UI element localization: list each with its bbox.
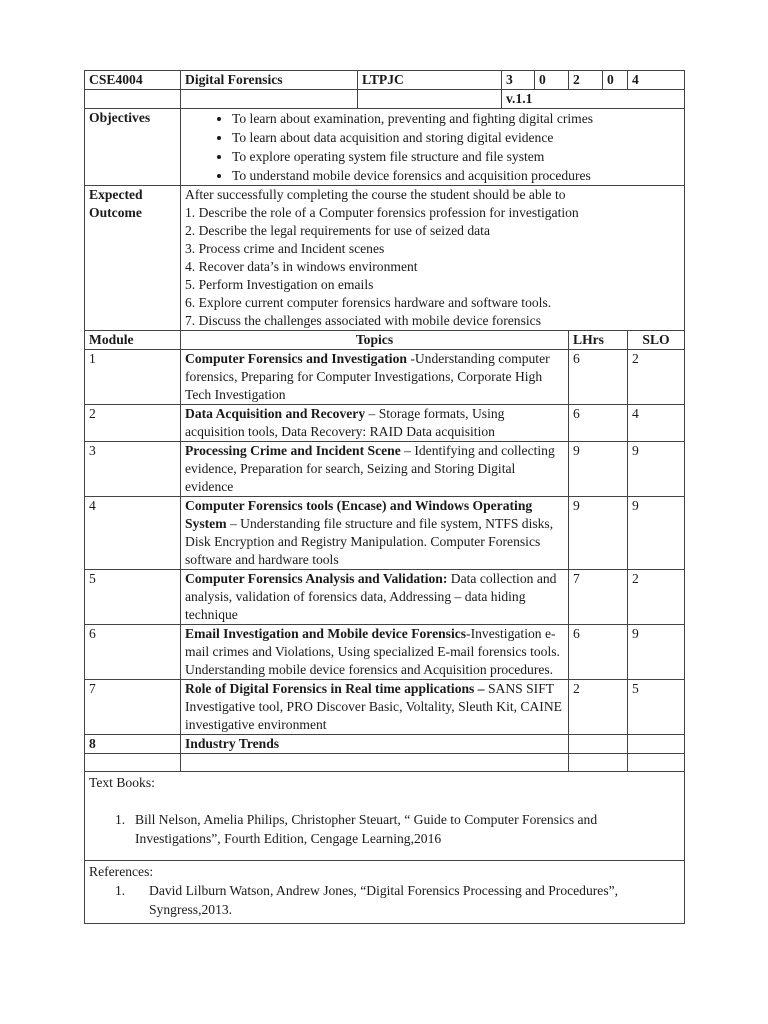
module-lhrs [569, 735, 628, 754]
module-topic [181, 625, 569, 680]
ltpjc-c: 4 [628, 71, 685, 90]
course-code: CSE4004 [85, 71, 181, 90]
references-label: References: [89, 864, 154, 879]
references-row [85, 861, 685, 924]
module-title: Computer Forensics tools (Encase) and Windows Operating System [185, 498, 533, 531]
module-description: – Storage formats, Using acquisition tools, Data Recovery: RAID Data acquisition [185, 406, 505, 439]
outcome-item: 2. Describe the legal requirements for use of seized data [185, 223, 490, 238]
module-lhrs: 2 [569, 680, 628, 735]
expected-outcome-label [85, 186, 181, 331]
empty-row [85, 754, 685, 772]
module-row [85, 405, 685, 442]
module-number: 5 [85, 570, 181, 625]
module-description: – Understanding file structure and file system, NTFS disks, Disk Encryption and Registry Manipulation. Computer Forensics software and hardware tools [185, 516, 554, 567]
module-number: 7 [85, 680, 181, 735]
text-book-item [89, 810, 680, 848]
module-title: Email Investigation and Mobile device Forensics [185, 626, 467, 641]
references-section [85, 861, 685, 924]
module-description: – Identifying and collecting evidence, Preparation for search, Seizing and Storing Digital evidence [185, 443, 555, 494]
module-title: Data Acquisition and Recovery [185, 406, 369, 421]
module-row [85, 497, 685, 570]
outcome-item: 4. Recover data’s in windows environment [185, 259, 418, 274]
module-number: 4 [85, 497, 181, 570]
module-number: 8 [85, 735, 181, 754]
outcome-intro: After successfully completing the course the student should be able to [185, 187, 566, 202]
module-topic [181, 350, 569, 405]
objectives-content [181, 109, 685, 186]
lhrs-column-header: LHrs [569, 331, 628, 350]
reference-citation: David Lilburn Watson, Andrew Jones, “Digital Forensics Processing and Procedures”, Syngress,2013. [149, 883, 619, 917]
module-number: 2 [85, 405, 181, 442]
reference-number: 1. [115, 883, 126, 898]
module-number: 6 [85, 625, 181, 680]
text-book-number: 1. [115, 812, 126, 827]
objectives-label: Objectives [85, 109, 181, 186]
version-empty-2 [181, 90, 358, 109]
course-title: Digital Forensics [181, 71, 358, 90]
module-description: -Investigation e-mail crimes and Violations, Using specialized E-mail forensics tools. Understanding mobile device forensics and Acquisition procedures. [185, 626, 560, 677]
syllabus-sheet [84, 70, 684, 924]
module-topic [181, 442, 569, 497]
module-number: 3 [85, 442, 181, 497]
expected-outcome-row [85, 186, 685, 331]
modules-header-row [85, 331, 685, 350]
version-label: v.1.1 [502, 90, 685, 109]
text-books-row [85, 772, 685, 861]
module-lhrs: 6 [569, 625, 628, 680]
module-slo: 4 [628, 405, 685, 442]
objectives-row [85, 109, 685, 186]
outcome-item: 3. Process crime and Incident scenes [185, 241, 385, 256]
empty-cell [85, 754, 181, 772]
module-row-industry-trends [85, 735, 685, 754]
text-books-section [85, 772, 685, 861]
expected-outcome-content [181, 186, 685, 331]
module-lhrs: 6 [569, 405, 628, 442]
objectives-list [185, 109, 680, 185]
module-title: Role of Digital Forensics in Real time applications – [185, 681, 488, 696]
module-row [85, 442, 685, 497]
module-number: 1 [85, 350, 181, 405]
objective-item: • To explore operating system file structure and file system [232, 147, 680, 166]
slo-column-header: SLO [628, 331, 685, 350]
expected-outcome-label-line2: Outcome [89, 205, 142, 220]
expected-outcome-label-line1: Expected [89, 187, 143, 202]
empty-cell [569, 754, 628, 772]
module-slo: 2 [628, 570, 685, 625]
module-row [85, 625, 685, 680]
outcome-item: 7. Discuss the challenges associated with mobile device forensics [185, 313, 541, 328]
objective-item: • To learn about data acquisition and storing digital evidence [232, 128, 680, 147]
module-title: Computer Forensics and Investigation [185, 351, 411, 366]
text-books-label: Text Books: [89, 775, 155, 790]
module-slo: 9 [628, 497, 685, 570]
module-title: Computer Forensics Analysis and Validation: [185, 571, 451, 586]
module-description: SANS SIFT Investigative tool, PRO Discover Basic, Voltality, Sleuth Kit, CAINE investigative environment [185, 681, 562, 732]
outcome-item: 5. Perform Investigation on emails [185, 277, 374, 292]
module-topic [181, 570, 569, 625]
ltpjc-l: 3 [502, 71, 535, 90]
module-slo: 5 [628, 680, 685, 735]
module-title: Industry Trends [181, 735, 569, 754]
module-row [85, 570, 685, 625]
module-topic [181, 680, 569, 735]
reference-item [89, 881, 680, 919]
module-lhrs: 7 [569, 570, 628, 625]
module-row [85, 680, 685, 735]
version-empty-1 [85, 90, 181, 109]
ltpjc-j: 0 [603, 71, 628, 90]
module-slo: 2 [628, 350, 685, 405]
empty-cell [181, 754, 569, 772]
module-slo [628, 735, 685, 754]
outcome-item: 6. Explore current computer forensics hardware and software tools. [185, 295, 552, 310]
module-topic [181, 405, 569, 442]
outcome-item: 1. Describe the role of a Computer forensics profession for investigation [185, 205, 579, 220]
module-slo: 9 [628, 442, 685, 497]
module-row [85, 350, 685, 405]
module-topic [181, 497, 569, 570]
topics-column-header: Topics [181, 331, 569, 350]
module-title: Processing Crime and Incident Scene [185, 443, 405, 458]
ltpjc-label: LTPJC [358, 71, 502, 90]
syllabus-table [84, 70, 685, 924]
module-description: Data collection and analysis, validation of forensics data, Addressing – data hiding technique [185, 571, 557, 622]
objective-item: • To understand mobile device forensics and acquisition procedures [232, 166, 680, 185]
course-header-row [85, 71, 685, 90]
module-lhrs: 9 [569, 442, 628, 497]
text-book-citation: Bill Nelson, Amelia Philips, Christopher Steuart, “ Guide to Computer Forensics and Investigations”, Fourth Edition, Cengage Learning,2016 [135, 812, 598, 846]
module-column-header: Module [85, 331, 181, 350]
module-description: -Understanding computer forensics, Preparing for Computer Investigations, Corporate High Tech Investigation [185, 351, 550, 402]
ltpjc-p: 2 [569, 71, 603, 90]
objective-item: • To learn about examination, preventing and fighting digital crimes [232, 109, 680, 128]
module-lhrs: 9 [569, 497, 628, 570]
module-slo: 9 [628, 625, 685, 680]
version-empty-3 [358, 90, 502, 109]
empty-cell [628, 754, 685, 772]
ltpjc-t: 0 [535, 71, 569, 90]
version-row [85, 90, 685, 109]
module-lhrs: 6 [569, 350, 628, 405]
